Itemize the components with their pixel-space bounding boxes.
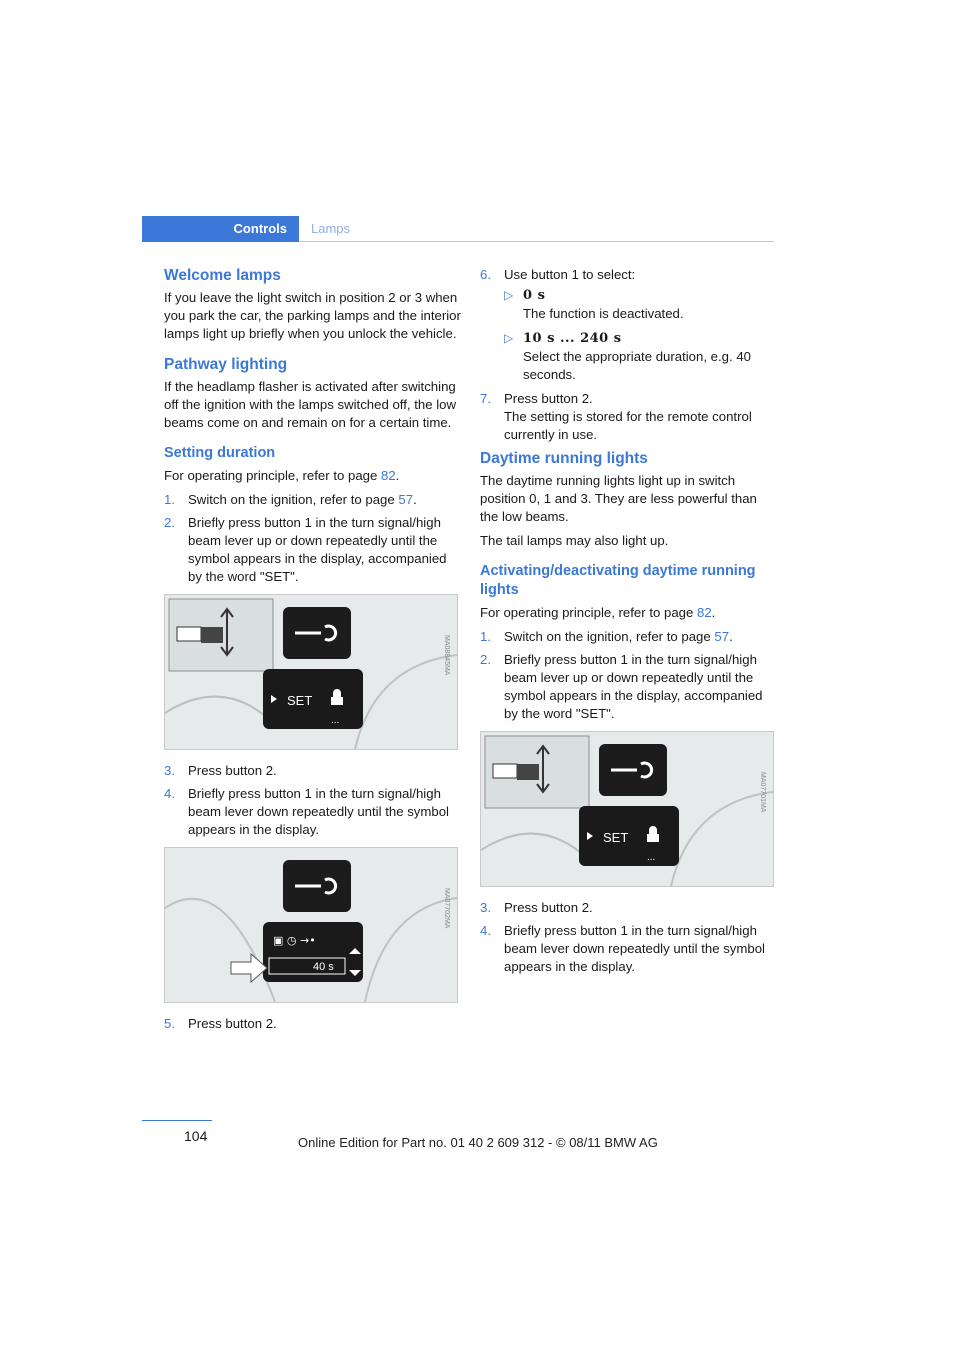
pathway-lighting-section [164,355,462,432]
page-link-57[interactable]: 57 [714,629,730,644]
welcome-lamps-text: If you leave the light switch in position 2 or 3 when you park the car, the parking lamps and the interior lamps light up briefly when you unlock the vehicle. [164,290,461,341]
step-text: Briefly press button 1 in the turn signal/high beam lever down repeatedly until the symbol appears in the display. [188,786,449,837]
step-7 [480,390,778,444]
figure-set-display-daytime [480,731,774,887]
page-header [142,216,774,242]
display-duration-label: 40 s [313,961,334,973]
step-text: Switch on the ignition, refer to page [504,629,715,644]
step-3 [480,899,778,917]
pathway-lighting-heading: Pathway lighting [164,356,288,373]
step-5 [164,1015,462,1033]
footer-rule [142,1120,212,1121]
display-set-label: SET [287,693,313,708]
step-number: 3. [480,900,491,915]
page-link-57[interactable]: 57 [398,492,414,507]
option-text: The function is deactivated. [523,306,684,321]
step-number: 2. [164,515,175,530]
pathway-lighting-text: If the headlamp flasher is activated after switching off the ignition with the lamps switched off, the low beams come on and remain on for a certain time. [164,379,456,430]
daytime-text-1: The daytime running lights light up in switch position 0, 1 and 3. They are less powerful than the low beams. [480,473,757,524]
step-number: 1. [164,492,175,507]
setting-duration-section [164,444,462,1033]
step-text: Press button 2. [188,1016,277,1031]
left-column [164,266,462,1038]
intro-text: For operating principle, refer to page [164,468,381,483]
step-3 [164,762,462,780]
welcome-lamps-section [164,266,462,343]
step-1: 1. Switch on the ignition, refer to page 57. [164,492,417,507]
step-text: Use button 1 to select: [504,267,636,282]
step-2 [480,651,778,723]
step-text: Briefly press button 1 in the turn signal/high beam lever down repeatedly until the symbol appears in the display. [504,923,765,974]
daytime-text-2: The tail lamps may also light up. [480,533,669,548]
step-number: 1. [480,629,491,644]
svg-text:▣ ◷ →•: ▣ ◷ →• [273,934,316,947]
figure-code: MA07702MA [443,888,450,929]
page-number: 104 [184,1128,208,1144]
option-text: Select the appropriate duration, e.g. 40 seconds. [523,349,752,382]
activating-heading: Activating/deactivating daytime running lights [480,563,756,598]
svg-text:...: ... [647,852,656,863]
activating-intro: For operating principle, refer to page 82. [480,605,716,620]
step-number: 5. [164,1016,175,1031]
intro-text: For operating principle, refer to page [480,605,697,620]
option-duration [504,329,778,384]
daytime-running-lights-heading: Daytime running lights [480,450,648,467]
display-glyph: 10 s ... 240 s [523,331,622,346]
section-tab-controls[interactable]: Controls [142,216,299,242]
step-number: 6. [480,267,491,282]
step-text: Briefly press button 1 in the turn signal/high beam lever up or down repeatedly until the symbol appears in the display, accompanied by the word "SET". [504,652,763,721]
daytime-running-lights-section [480,449,778,550]
activating-section [480,562,778,976]
figure-duration-display [164,847,458,1003]
figure-set-display [164,594,458,750]
step-number: 7. [480,391,491,406]
page-link-82[interactable]: 82 [380,468,396,483]
step-number: 4. [480,923,491,938]
step-text: Switch on the ignition, refer to page [188,492,399,507]
duration-display-illustration [165,848,457,1002]
figure-code: MA08845MA [443,635,450,676]
svg-text:...: ... [331,715,340,726]
step-subtext: The setting is stored for the remote control currently in use. [504,409,752,442]
step-number: 2. [480,652,491,667]
step-number: 3. [164,763,175,778]
step-number: 4. [164,786,175,801]
step-6 [480,266,778,384]
right-column [480,266,778,981]
display-glyph: 0 s [523,288,546,303]
step-1: 1. Switch on the ignition, refer to page 57. [480,629,733,644]
welcome-lamps-heading: Welcome lamps [164,267,281,284]
step-4 [164,785,462,839]
setting-duration-intro: For operating principle, refer to page 82. [164,468,400,483]
section-tab-lamps[interactable]: Lamps [311,221,351,236]
step-2 [164,514,462,586]
set-display-illustration [165,595,457,749]
step-text: Briefly press button 1 in the turn signal/high beam lever up or down repeatedly until the symbol appears in the display, accompanied by the word "SET". [188,515,447,584]
bullet-triangle-icon: ▷ [504,331,514,345]
step-text: Press button 2. [504,900,593,915]
set-display-illustration [481,732,773,886]
step-text: Press button 2. [504,391,593,406]
bullet-triangle-icon: ▷ [504,288,514,302]
edition-footer: Online Edition for Part no. 01 40 2 609 312 - © 08/11 BMW AG [298,1135,658,1150]
display-set-label: SET [603,830,629,845]
header-rule [299,241,774,242]
setting-duration-heading: Setting duration [164,445,276,461]
step-4 [480,922,778,976]
step-text: Press button 2. [188,763,277,778]
page-link-82[interactable]: 82 [696,605,712,620]
figure-code: MA07701MA [759,772,766,813]
option-off [504,286,778,323]
